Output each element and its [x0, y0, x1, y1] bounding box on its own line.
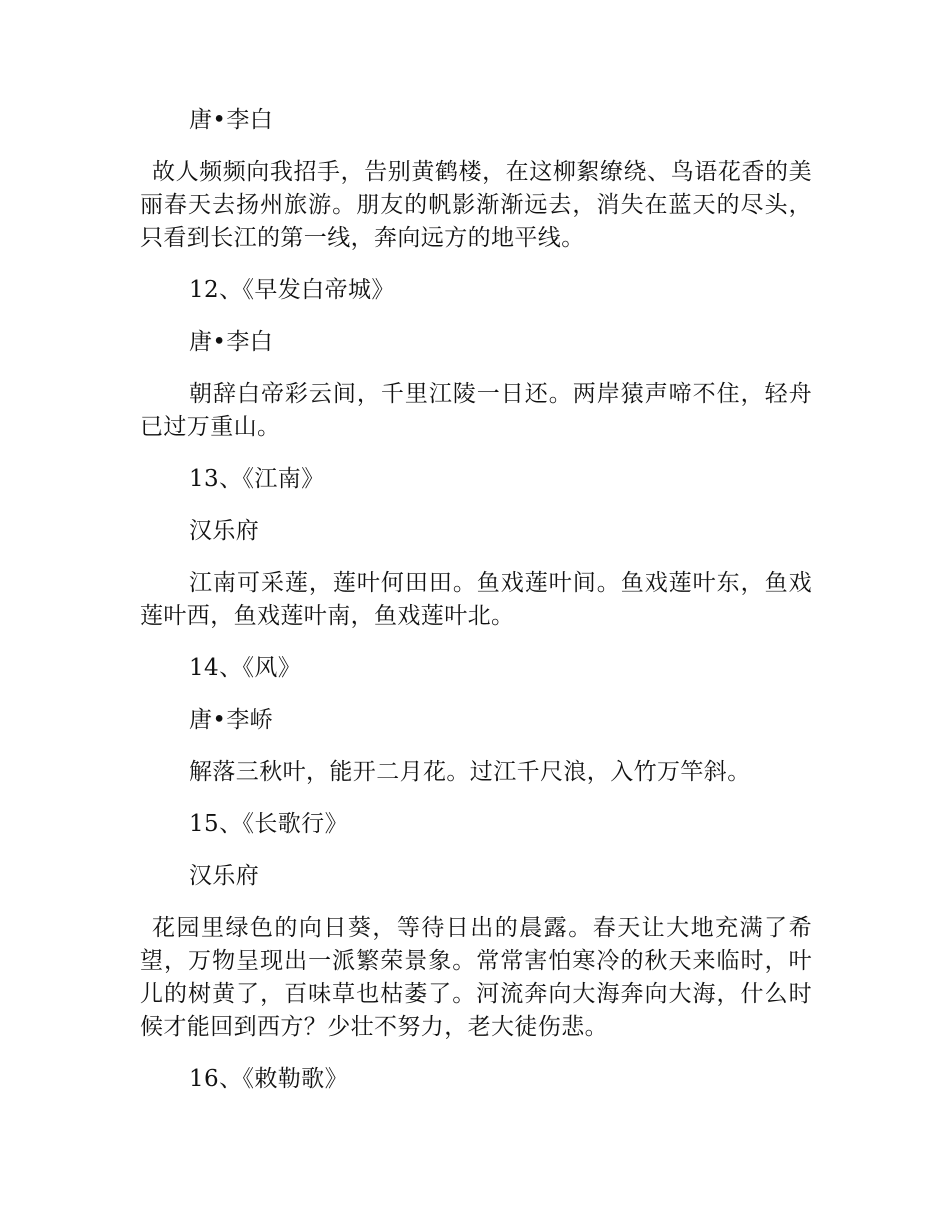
poem-title: 13、《江南》	[189, 466, 325, 492]
poem-text: 朝辞白帝彩云间，千里江陵一日还。两岸猿声啼不住，轻舟已过万重山。	[140, 381, 812, 440]
poem-title: 14、《风》	[189, 655, 302, 681]
poem-author: 唐•李峤	[189, 707, 274, 733]
poem-author: 唐•李白	[189, 329, 274, 355]
poem-title: 12、《早发白帝城》	[189, 277, 395, 303]
poem-translation: 花园里绿色的向日葵，等待日出的晨露。春天让大地充满了希望，万物呈现出一派繁荣景象。常常害怕寒冷的秋天来临时，叶儿的树黄了，百味草也枯萎了。河流奔向大海奔向大海，什么时候才能回到西方？少壮不努力，老大徒伤悲。	[140, 915, 812, 1040]
poem-author: 汉乐府	[189, 863, 260, 889]
poem-text: 江南可采莲，莲叶何田田。鱼戏莲叶间。鱼戏莲叶东，鱼戏莲叶西，鱼戏莲叶南，鱼戏莲叶北。	[140, 570, 812, 629]
document-body	[140, 104, 812, 1115]
poem-text: 解落三秋叶，能开二月花。过江千尺浪，入竹万竿斜。	[189, 759, 751, 785]
poem-title: 16、《敕勒歌》	[189, 1066, 348, 1092]
poem-title: 15、《长歌行》	[189, 811, 348, 837]
poem-author: 汉乐府	[189, 518, 260, 544]
poem-author: 唐•李白	[189, 107, 274, 133]
poem-translation: 故人频频向我招手，告别黄鹤楼，在这柳絮缭绕、鸟语花香的美丽春天去扬州旅游。朋友的帆影渐渐远去，消失在蓝天的尽头，只看到长江的第一线，奔向远方的地平线。	[140, 159, 812, 251]
